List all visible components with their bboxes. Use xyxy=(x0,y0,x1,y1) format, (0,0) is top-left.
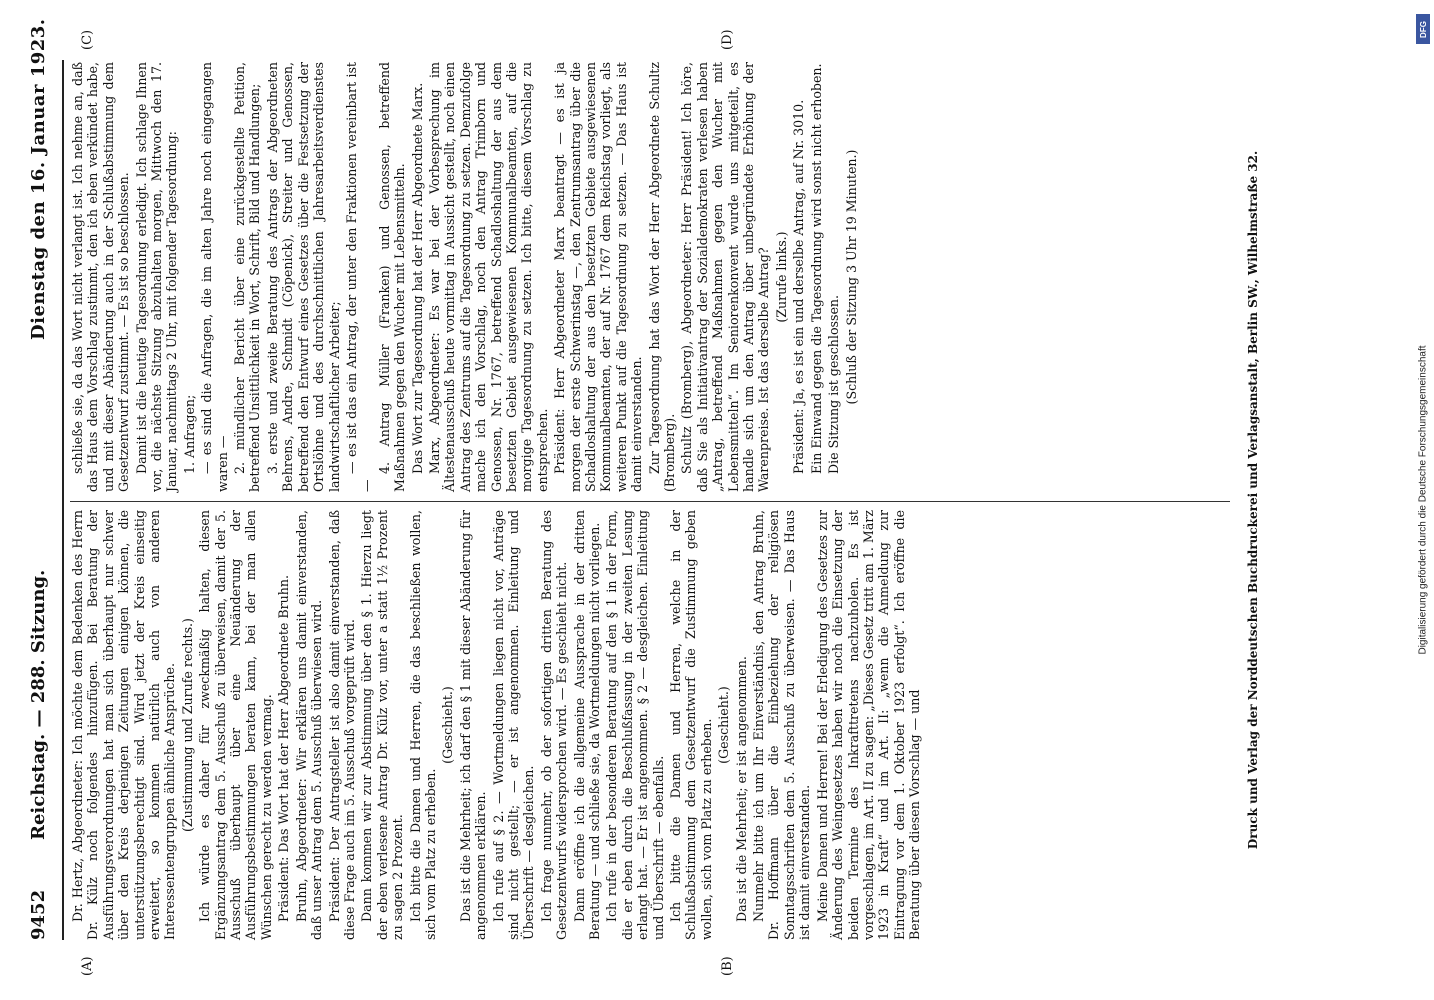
paragraph: 3. erste und zweite Beratung des Antrags der Abgeordneten Behrens, Andre, Schmidt (Cöpenick), Streiter und Genossen, betreffend den Entwurf eines Gesetzes über die Festsetzung der Ortslöhne und des durchschnittlichen Jahresarbeitsverdienstes landwirtschaftlicher Arbeiter; xyxy=(264,62,342,492)
paragraph: 4. Antrag Müller (Franken) und Genossen, betreffend Maßnahmen gegen den Wucher mit Lebensmitteln. xyxy=(376,62,408,492)
paragraph: Präsident: Herr Abgeordneter Marx beantragt — es ist ja morgen der erste Schwerinstag —, den Zentrumsantrag über die Schadloshaltung der aus den besetzten Gebiete ausgewiesenen Kommunalbeamten, der auf Nr. 1767 dem Reichstag vorliegt, als weiteren Punkt auf die Tagesordnung zu setzen. — Das Haus ist damit einverstanden. xyxy=(552,62,645,492)
paragraph: Ich frage nunmehr, ob der sofortigen dritten Beratung des Gesetzentwurfs widersprochen wird. — Es geschieht nicht. xyxy=(538,510,570,940)
paragraph: Marx, Abgeordneter: Es war bei der Vorbesprechung im Ältestenausschuß heute vormittag in Aussicht gestellt, noch einen Antrag des Zentrums auf die Tagesordnung zu setzen. Demzufolge mache ich den Vorschlag, noch den Antrag Trimborn und Genossen, Nr. 1767, betreffend Schadloshaltung der aus dem besetzten Gebiet ausgewiesenen Kommunalbeamten, auf die morgige Tagesordnung zu setzen. Ich bitte, diesem Vorschlag zu entsprechen. xyxy=(426,62,550,492)
paragraph: Schultz (Bromberg), Abgeordneter: Herr Präsident! Ich höre, daß Sie als Initiativantrag der Sozialdemokraten verlesen haben „Antrag, betreffend Maßnahmen gegen den Wucher mit Lebensmitteln“. Im Seniorenkonvent wurde uns mitgeteilt, es handle sich um den Antrag über unbegründete Erhöhung der Warenpreise. Ist das derselbe Antrag? xyxy=(679,62,772,492)
paragraph: Damit ist die heutige Tagesordnung erledigt. Ich schlage Ihnen vor, die nächste Sitzung abzuhalten morgen, Mittwoch den 17. Januar, nachmittags 2 Uhr, mit folgender Tagesordnung: xyxy=(133,62,180,492)
paper-title: Reichstag. — 288. Sitzung. xyxy=(28,569,49,840)
session-date: Dienstag den 16. Januar 1923. xyxy=(28,18,49,340)
masthead xyxy=(22,0,62,940)
paragraph: Ich rufe in der besonderen Beratung auf den § 1 in der Form, die er eben durch die Beschlußfassung in der zweiten Lesung erlangt hat. — Er ist angenommen. § 2 — desgleichen. Einleitung und Überschrift — ebenfalls. xyxy=(604,510,666,940)
left-column xyxy=(70,510,1230,940)
paragraph: Präsident: Das Wort hat der Herr Abgeordnete Bruhn. xyxy=(276,575,292,922)
paragraph: (Zurufe links.) xyxy=(773,231,789,323)
page-number: 9452 xyxy=(28,889,49,940)
paragraph: Nunmehr bitte ich um Ihr Einverständnis, den Antrag Bruhn, Dr. Hoffmann über die Einbeziehung der religiösen Sonntagsschriften dem 5. Ausschuß zu überweisen. — Das Haus ist damit einverstanden. xyxy=(751,510,813,940)
dfg-credit-text: Digitalisierung gefördert durch die Deutsche Forschungsgemeinschaft xyxy=(1417,345,1429,655)
margin-marker-d: (D) xyxy=(720,29,735,50)
paragraph: — es sind die Anfragen, die im alten Jahre noch eingegangen waren — xyxy=(199,62,230,492)
dfg-logo: DFG xyxy=(1416,14,1430,44)
imprint-footer: Druck und Verlag der Norddeutschen Buchdruckerei und Verlagsanstalt, Berlin SW., Wilhelmstraße 32. xyxy=(1246,150,1260,850)
margin-marker-a: (A) xyxy=(80,956,95,976)
header-rule xyxy=(62,60,64,940)
paragraph: Zur Tagesordnung hat das Wort der Herr Abgeordnete Schultz (Bromberg). xyxy=(646,62,678,492)
column-divider xyxy=(70,501,1230,502)
paragraph: Das ist die Mehrheit; er ist angenommen. xyxy=(733,656,749,922)
paragraph: 1. Anfragen; xyxy=(181,394,197,474)
paragraph: Ich würde es daher für zweckmäßig halten, diesen Ergänzungsantrag dem 5. Ausschuß zu überweisen, damit der 5. Ausschuß überhaupt über eine Neuänderung der Ausführungsbestimmungen beraten kann, bei der man allen Wünschen gerecht zu werden vermag. xyxy=(197,510,274,940)
paragraph: Das ist die Mehrheit; ich darf den § 1 mit dieser Abänderung für angenommen erklären. xyxy=(457,510,489,940)
paragraph: Bruhn, Abgeordneter: Wir erklären uns damit einverstanden, daß unser Antrag dem 5. Ausschuß überwiesen wird. xyxy=(293,510,325,940)
paragraph: Die Sitzung ist geschlossen. xyxy=(826,294,842,474)
paragraph: Dann kommen wir zur Abstimmung über den § 1. Hierzu liegt der eben verlesene Antrag Dr. Külz vor, unter a statt 1½ Prozent zu sagen 2 Prozent. xyxy=(359,510,406,940)
paragraph: 2. mündlicher Bericht über eine zurückgestellte Petition, betreffend Unsittlichkeit in Wort, Schrift, Bild und Handlungen; xyxy=(232,62,263,492)
paragraph: schließe sie, da das Wort nicht verlangt ist. Ich nehme an, daß das Haus dem Vorschlag zustimmt, den ich eben verkündet habe, und mit dieser Abänderung auch in der Schlußabstimmung dem Gesetzentwurf zustimmt. — Es ist so beschlossen. xyxy=(70,62,132,492)
paragraph: Präsident: Ja, es ist ein und derselbe Antrag, auf Nr. 3010. xyxy=(791,99,807,474)
dfg-sidebar xyxy=(1416,8,1430,992)
paragraph: Dr. Hertz, Abgeordneter: Ich möchte dem Bedenken des Herrn Dr. Külz noch folgendes hinzufügen. Bei Beratung der Ausführungsverordnungen hat man sich überhaupt nur schwer über den Kreis derjenigen Zeitungen einigen können, die unterstützungsberechtigt sind. Wird jetzt der Kreis einseitig erweitert, so kommen natürlich auch von anderen Interessentengruppen ähnliche Ansprüche. xyxy=(70,510,178,940)
right-column xyxy=(70,62,1230,492)
paragraph: Das Wort zur Tagesordnung hat der Herr Abgeordnete Marx. xyxy=(409,82,425,474)
paragraph: Ich rufe auf § 2. — Wortmeldungen liegen nicht vor, Anträge sind nicht gestellt; — er ist angenommen. Einleitung und Überschrift — desgleichen. xyxy=(490,510,537,940)
paragraph: — es ist das ein Antrag, der unter den Fraktionen vereinbart ist — xyxy=(343,62,375,492)
margin-marker-c: (C) xyxy=(80,29,95,50)
paragraph: Meine Damen und Herren! Bei der Erledigung des Gesetzes zur Änderung des Weingesetzes haben wir noch die Einsetzung der beiden Termine des Inkrafttretens nachzuholen. Es ist vorgeschlagen, im Art. II zu sagen: „Dieses Gesetz tritt am 1. März 1923 in Kraft“ und im Art. II: „wenn die Anmeldung zur Eintragung vor dem 1. Oktober 1923 erfolgt“. Ich eröffne die Beratung über diesen Vorschlag — und xyxy=(814,510,923,940)
paragraph: Ich bitte die Damen und Herren, welche in der Schlußabstimmung dem Gesetzentwurf die Zustimmung geben wollen, sich vom Platz zu erheben. xyxy=(668,510,714,940)
paragraph: Präsident: Der Antragsteller ist also damit einverstanden, daß diese Frage auch im 5. Ausschuß vorgeprüft wird. xyxy=(326,510,357,940)
paragraph: Ein Einwand gegen die Tagesordnung wird sonst nicht erhoben. xyxy=(808,63,824,474)
paragraph: Ich bitte die Damen und Herren, die das beschließen wollen, sich vom Platz zu erheben. xyxy=(407,510,438,940)
margin-marker-b: (B) xyxy=(720,956,735,976)
paragraph: Dann eröffne ich die allgemeine Aussprache in der dritten Beratung — und schließe sie, da Wortmeldungen nicht vorliegen. xyxy=(571,510,602,940)
paragraph: (Geschieht.) xyxy=(440,686,456,764)
paragraph: (Zustimmung und Zurufe rechts.) xyxy=(179,618,195,832)
paragraph: (Schluß der Sitzung 3 Uhr 19 Minuten.) xyxy=(843,149,859,405)
paragraph: (Geschieht.) xyxy=(716,686,732,764)
